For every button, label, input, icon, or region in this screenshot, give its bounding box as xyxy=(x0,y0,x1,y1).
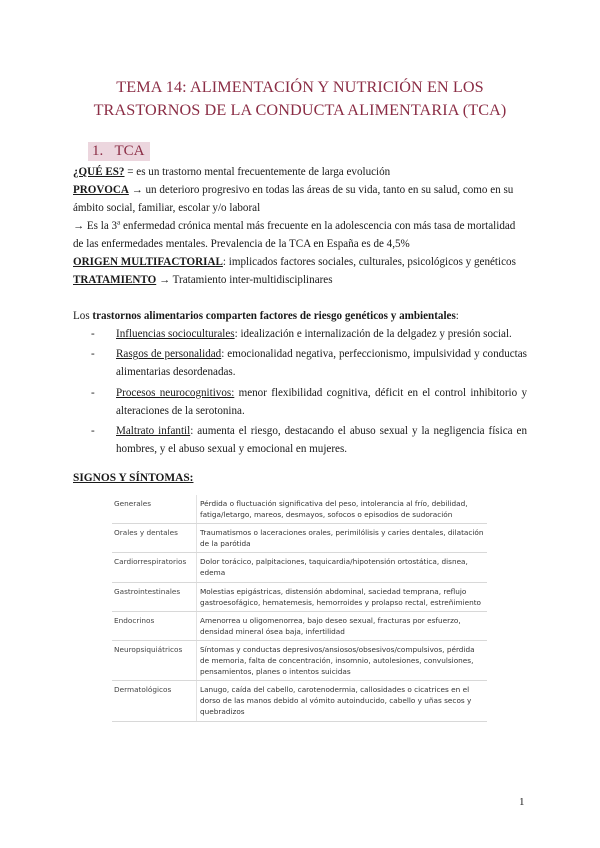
signs-description: Molestias epigástricas, distensión abdominal, saciedad temprana, reflujo gastroesofágico, hematemesis, hemorroides y prolapso rectal, estreñimiento xyxy=(197,582,488,611)
signs-heading: SIGNOS Y SÍNTOMAS: xyxy=(73,472,194,484)
signs-description: Dolor torácico, palpitaciones, taquicardia/hipotensión ortostática, disnea, edema xyxy=(197,553,488,582)
title-line-2: TRASTORNOS DE LA CONDUCTA ALIMENTARIA (TCA) xyxy=(93,101,507,119)
dash-bullet: - xyxy=(91,348,95,361)
mortality-line xyxy=(73,217,527,235)
section-heading xyxy=(88,142,150,161)
signs-description: Amenorrea u oligomenorrea, bajo deseo sexual, fracturas por esfuerzo, densidad mineral ósea baja, infertilidad xyxy=(197,611,488,640)
dash-bullet: - xyxy=(91,425,95,438)
provoca-label: PROVOCA xyxy=(73,184,129,196)
risk-intro-pre: Los xyxy=(73,310,93,322)
signs-category: Dermatológicos xyxy=(112,681,197,721)
signs-category: Generales xyxy=(112,495,197,524)
signs-category: Orales y dentales xyxy=(112,524,197,553)
signs-description: Lanugo, caída del cabello, carotenodermia, callosidades o cicatrices en el dorso de las manos debido al vómito autoinducido, cabello y uñas secos y quebradizos xyxy=(197,681,488,721)
dash-bullet: - xyxy=(91,328,95,340)
ordinal-superscript: a xyxy=(117,218,121,227)
signs-category: Gastrointestinales xyxy=(112,582,197,611)
que-es-line xyxy=(73,163,527,181)
prevalence-line: de las enfermedades mentales. Prevalencia de la TCA en España es de 4,5% xyxy=(73,238,410,250)
risk-factor-label: Maltrato infantil xyxy=(116,425,191,438)
risk-intro-post: : xyxy=(455,310,459,322)
mortality-text-pre: → Es la 3 xyxy=(73,220,118,232)
provoca-line-2: ámbito social, familiar, escolar y/o laboral xyxy=(73,202,261,214)
signs-table xyxy=(112,495,487,722)
risk-intro xyxy=(73,307,527,325)
signs-description: Síntomas y conductas depresivos/ansiosos/obsesivos/compulsivos, pérdida de memoria, falta de concentración, insomnio, autolesiones, convulsiones, pensamientos, planes o intentos suicidas xyxy=(197,640,488,680)
signs-category: Neuropsiquiátricos xyxy=(112,640,197,680)
que-es-text: = es un trastorno mental frecuentemente de larga evolución xyxy=(124,166,391,178)
origen-line xyxy=(73,253,527,271)
table-row xyxy=(112,640,487,680)
signs-description: Traumatismos o laceraciones orales, perimilólisis y caries dentales, dilatación de la parótida xyxy=(197,524,488,553)
section-number: 1. xyxy=(92,143,104,159)
table-row xyxy=(112,582,487,611)
tratamiento-label: TRATAMIENTO xyxy=(73,274,157,286)
risk-intro-bold: trastornos alimentarios comparten factores de riesgo genéticos y ambientales xyxy=(92,310,456,322)
origen-text: : implicados factores sociales, culturales, psicológicos y genéticos xyxy=(222,256,516,268)
provoca-text: → un deterioro progresivo en todas las áreas de su vida, tanto en su salud, como en su xyxy=(128,184,514,196)
title-line-1: TEMA 14: ALIMENTACIÓN Y NUTRICIÓN EN LOS xyxy=(116,78,484,96)
list-item xyxy=(91,422,527,458)
signs-category: Endocrinos xyxy=(112,611,197,640)
table-row xyxy=(112,681,487,721)
risk-factor-label: Procesos neurocognitivos: xyxy=(116,386,235,399)
document-title xyxy=(60,76,540,122)
table-row xyxy=(112,524,487,553)
list-item xyxy=(91,384,527,420)
risk-factor-list xyxy=(91,325,527,460)
risk-factor-text: menor flexibilidad cognitiva, déficit en el control inhibitorio y alteraciones de la serotonina. xyxy=(116,386,528,417)
tratamiento-line xyxy=(73,271,527,289)
mortality-text-post: enfermedad crónica mental más frecuente en la adolescencia con más tasa de mortalidad xyxy=(120,220,516,232)
definition-block xyxy=(73,163,527,289)
list-item xyxy=(91,325,527,343)
table-row xyxy=(112,553,487,582)
risk-factor-text: : idealización e internalización de la delgadez y presión social. xyxy=(234,328,512,340)
risk-factor-label: Influencias socioculturales xyxy=(116,328,235,340)
origen-label: ORIGEN MULTIFACTORIAL xyxy=(73,256,223,268)
dash-bullet: - xyxy=(91,386,95,399)
page-number: 1 xyxy=(519,796,525,808)
section-title: TCA xyxy=(114,143,145,159)
risk-factor-text: : emocionalidad negativa, perfeccionismo, impulsividad y conductas alimentarias desordenadas. xyxy=(116,348,527,379)
list-item xyxy=(91,345,527,381)
signs-description: Pérdida o fluctuación significativa del peso, intolerancia al frío, debilidad, fatiga/letargo, mareos, desmayos, sofocos o episodios de sudoración xyxy=(197,495,488,524)
signs-category: Cardiorrespiratorios xyxy=(112,553,197,582)
que-es-label: ¿QUÉ ES? xyxy=(73,166,125,178)
risk-factor-label: Rasgos de personalidad xyxy=(116,348,222,361)
tratamiento-text: → Tratamiento inter-multidisciplinares xyxy=(156,274,333,286)
risk-factor-text: : aumenta el riesgo, destacando el abuso sexual y la negligencia física en hombres, y el abuso sexual y emocional en mujeres. xyxy=(116,425,527,456)
provoca-line xyxy=(73,181,527,199)
table-row xyxy=(112,611,487,640)
table-row xyxy=(112,495,487,524)
